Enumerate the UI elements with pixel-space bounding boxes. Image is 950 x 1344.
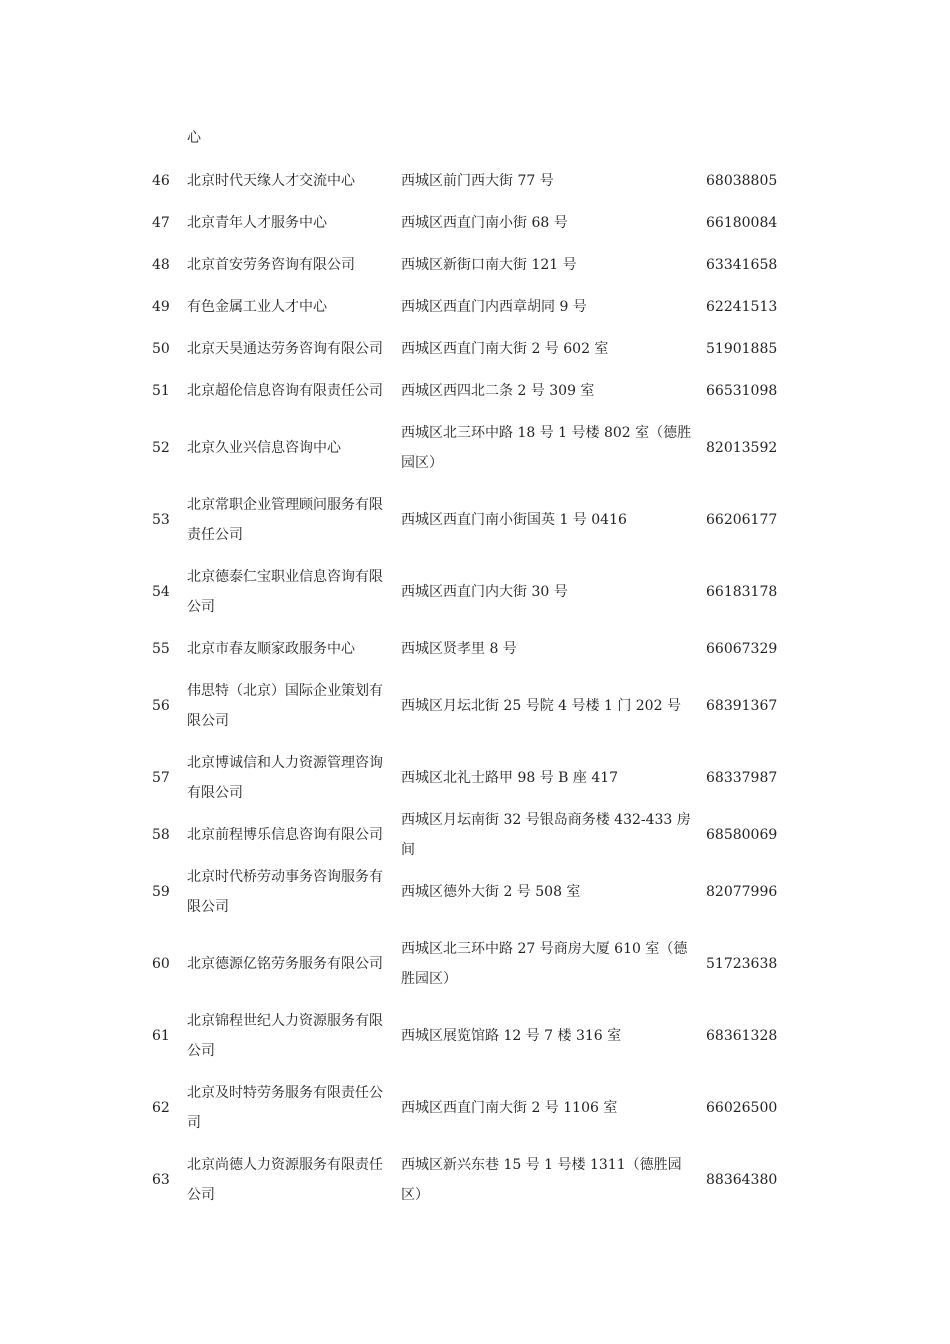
company-address: 西城区西直门内西章胡同 9 号 bbox=[401, 299, 587, 315]
company-address: 西城区月坛北街 25 号院 4 号楼 1 门 202 号 bbox=[401, 698, 681, 714]
row-number: 61 bbox=[152, 1028, 170, 1044]
row-number: 49 bbox=[152, 299, 170, 315]
carry-over-text: 心 bbox=[187, 130, 201, 146]
company-address: 西城区新兴东巷 15 号 1 号楼 1311（德胜园区） bbox=[401, 1157, 682, 1203]
company-name: 伟思特（北京）国际企业策划有限公司 bbox=[187, 683, 383, 729]
company-name: 北京尚德人力资源服务有限责任公司 bbox=[187, 1157, 383, 1203]
row-number: 51 bbox=[152, 383, 170, 399]
company-phone: 66180084 bbox=[706, 215, 778, 231]
company-phone: 68361328 bbox=[706, 1028, 778, 1044]
company-phone: 68337987 bbox=[706, 770, 778, 786]
row-number: 63 bbox=[152, 1172, 170, 1188]
company-name: 北京及时特劳务服务有限责任公司 bbox=[187, 1085, 383, 1131]
company-address: 西城区德外大街 2 号 508 室 bbox=[401, 884, 581, 900]
company-address: 西城区新街口南大街 121 号 bbox=[401, 257, 577, 273]
company-phone: 63341658 bbox=[706, 257, 778, 273]
row-number: 54 bbox=[152, 584, 170, 600]
table-row bbox=[140, 928, 790, 1000]
company-phone: 82077996 bbox=[706, 884, 778, 900]
row-number: 48 bbox=[152, 257, 170, 273]
company-phone: 51723638 bbox=[706, 956, 778, 972]
company-phone: 68391367 bbox=[706, 698, 778, 714]
table-row bbox=[140, 556, 790, 628]
company-phone: 68038805 bbox=[706, 173, 778, 189]
company-name: 北京常职企业管理顾问服务有限责任公司 bbox=[187, 497, 383, 543]
company-address: 西城区西直门南大街 2 号 1106 室 bbox=[401, 1100, 618, 1116]
company-address: 西城区西直门内大街 30 号 bbox=[401, 584, 568, 600]
row-number: 50 bbox=[152, 341, 170, 357]
company-name: 北京天昊通达劳务咨询有限公司 bbox=[187, 341, 383, 357]
table-row bbox=[140, 286, 790, 328]
company-phone: 62241513 bbox=[706, 299, 778, 315]
company-name: 北京时代天缘人才交流中心 bbox=[187, 173, 355, 189]
row-number: 46 bbox=[152, 173, 170, 189]
company-name: 北京德泰仁宝职业信息咨询有限公司 bbox=[187, 569, 383, 615]
company-address: 西城区北三环中路 18 号 1 号楼 802 室（德胜园区） bbox=[401, 425, 692, 471]
row-number: 60 bbox=[152, 956, 170, 972]
company-address: 西城区北礼士路甲 98 号 B 座 417 bbox=[401, 770, 619, 786]
row-number: 55 bbox=[152, 641, 170, 657]
row-number: 52 bbox=[152, 440, 170, 456]
table-row bbox=[140, 202, 790, 244]
row-number: 58 bbox=[152, 827, 170, 843]
company-phone: 66183178 bbox=[706, 584, 778, 600]
table-row bbox=[140, 670, 790, 742]
company-name: 北京超伦信息咨询有限责任公司 bbox=[187, 383, 383, 399]
table-row bbox=[140, 484, 790, 556]
company-phone: 66206177 bbox=[706, 512, 778, 528]
table-row bbox=[140, 328, 790, 370]
company-address: 西城区西四北二条 2 号 309 室 bbox=[401, 383, 595, 399]
row-number: 53 bbox=[152, 512, 170, 528]
agency-table bbox=[140, 160, 790, 1216]
table-row bbox=[140, 1144, 790, 1216]
row-number: 56 bbox=[152, 698, 170, 714]
company-address: 西城区前门西大街 77 号 bbox=[401, 173, 554, 189]
company-name: 北京时代桥劳动事务咨询服务有限公司 bbox=[187, 869, 383, 915]
row-number: 59 bbox=[152, 884, 170, 900]
table-row bbox=[140, 244, 790, 286]
company-name: 北京首安劳务咨询有限公司 bbox=[187, 257, 355, 273]
table-row bbox=[140, 856, 790, 928]
company-address: 西城区月坛南街 32 号银岛商务楼 432-433 房间 bbox=[401, 812, 691, 858]
company-name: 有色金属工业人才中心 bbox=[187, 299, 327, 315]
company-phone: 82013592 bbox=[706, 440, 778, 456]
company-address: 西城区西直门南大街 2 号 602 室 bbox=[401, 341, 609, 357]
company-phone: 51901885 bbox=[706, 341, 778, 357]
company-phone: 66026500 bbox=[706, 1100, 778, 1116]
table-row bbox=[140, 1000, 790, 1072]
table-row bbox=[140, 742, 790, 814]
table-row bbox=[140, 628, 790, 670]
company-name: 北京市春友顺家政服务中心 bbox=[187, 641, 355, 657]
table-row bbox=[140, 160, 790, 202]
table-row bbox=[140, 1072, 790, 1144]
table-row bbox=[140, 412, 790, 484]
company-phone: 66531098 bbox=[706, 383, 778, 399]
company-address: 西城区贤孝里 8 号 bbox=[401, 641, 517, 657]
table-row bbox=[140, 814, 790, 856]
company-address: 西城区西直门南小街 68 号 bbox=[401, 215, 568, 231]
company-phone: 88364380 bbox=[706, 1172, 778, 1188]
company-name: 北京德源亿铭劳务服务有限公司 bbox=[187, 956, 383, 972]
company-address: 西城区西直门南小街国英 1 号 0416 bbox=[401, 512, 627, 528]
row-number: 47 bbox=[152, 215, 170, 231]
company-name: 北京博诚信和人力资源管理咨询有限公司 bbox=[187, 755, 383, 801]
company-address: 西城区展览馆路 12 号 7 楼 316 室 bbox=[401, 1028, 622, 1044]
company-address: 西城区北三环中路 27 号商房大厦 610 室（德胜园区） bbox=[401, 941, 688, 987]
row-number: 62 bbox=[152, 1100, 170, 1116]
company-phone: 66067329 bbox=[706, 641, 778, 657]
company-name: 北京青年人才服务中心 bbox=[187, 215, 327, 231]
company-name: 北京久业兴信息咨询中心 bbox=[187, 440, 341, 456]
company-phone: 68580069 bbox=[706, 827, 778, 843]
company-name: 北京前程博乐信息咨询有限公司 bbox=[187, 827, 383, 843]
company-name: 北京锦程世纪人力资源服务有限公司 bbox=[187, 1013, 383, 1059]
table-row bbox=[140, 370, 790, 412]
row-number: 57 bbox=[152, 770, 170, 786]
